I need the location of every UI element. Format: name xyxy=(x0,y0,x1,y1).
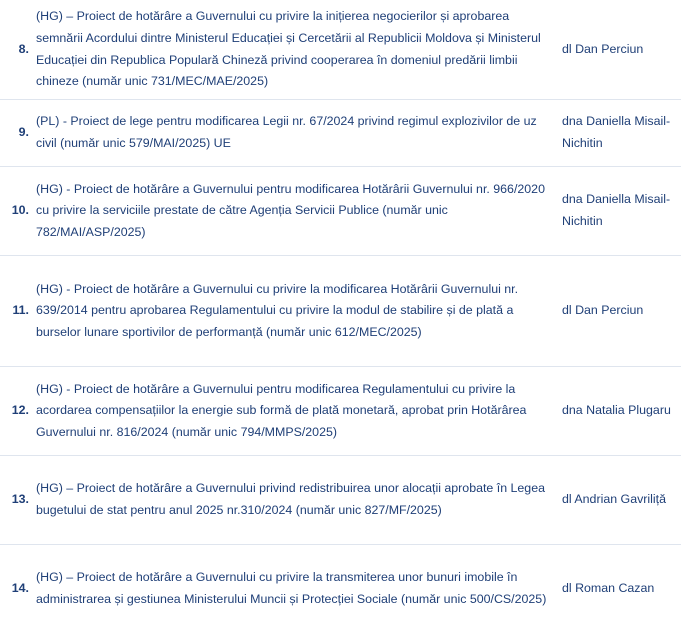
item-speaker: dna Daniella Misail-Nichitin xyxy=(556,167,681,256)
item-speaker: dna Daniella Misail-Nichitin xyxy=(556,100,681,167)
item-description: (HG) – Proiect de hotărâre a Guvernului cu privire la inițierea negocierilor și aprobarea semnării Acordului dintre Ministerul Educației și Cercetării al Republicii Moldova și Ministerul Educației din Republica Populară Chineză privind cooperarea în domeniul predării limbii chineze (număr unic 731/MEC/MAE/2025) xyxy=(36,0,556,100)
item-number: 8. xyxy=(0,0,36,100)
table-row xyxy=(0,100,681,167)
item-number: 9. xyxy=(0,100,36,167)
table-row xyxy=(0,456,681,545)
item-description: (HG) – Proiect de hotărâre a Guvernului cu privire la transmiterea unor bunuri imobile în administrarea și gestiunea Ministerului Muncii și Protecției Sociale (număr unic 500/CS/2025) xyxy=(36,545,556,633)
table-row xyxy=(0,256,681,367)
table-row xyxy=(0,167,681,256)
table-row xyxy=(0,545,681,633)
item-speaker: dl Dan Perciun xyxy=(556,256,681,367)
item-number: 11. xyxy=(0,256,36,367)
item-description: (HG) - Proiect de hotărâre a Guvernului pentru modificarea Hotărârii Guvernului nr. 966/2020 cu privire la serviciile prestate de către Agenția Servicii Publice (număr unic 782/MAI/ASP/2025) xyxy=(36,167,556,256)
item-description: (HG) – Proiect de hotărâre a Guvernului privind redistribuirea unor alocații aprobate în Legea bugetului de stat pentru anul 2025 nr.310/2024 (număr unic 827/MF/2025) xyxy=(36,456,556,545)
item-description: (HG) - Proiect de hotărâre a Guvernului pentru modificarea Regulamentului cu privire la acordarea compensațiilor la energie sub formă de plată monetară, aprobat prin Hotărârea Guvernului nr. 816/2024 (număr unic 794/MMPS/2025) xyxy=(36,367,556,456)
item-speaker: dl Dan Perciun xyxy=(556,0,681,100)
item-description: (HG) - Proiect de hotărâre a Guvernului cu privire la modificarea Hotărârii Guvernului nr. 639/2014 pentru aprobarea Regulamentului cu privire la modul de stabilire și de plată a burselor lunare sportivilor de performanță (număr unic 612/MEC/2025) xyxy=(36,256,556,367)
item-speaker: dl Andrian Gavriliță xyxy=(556,456,681,545)
item-number: 10. xyxy=(0,167,36,256)
item-speaker: dna Natalia Plugaru xyxy=(556,367,681,456)
table-row xyxy=(0,367,681,456)
item-number: 12. xyxy=(0,367,36,456)
table-row xyxy=(0,0,681,100)
item-number: 13. xyxy=(0,456,36,545)
item-number: 14. xyxy=(0,545,36,633)
item-speaker: dl Roman Cazan xyxy=(556,545,681,633)
item-description: (PL) - Proiect de lege pentru modificarea Legii nr. 67/2024 privind regimul explozivilor de uz civil (număr unic 579/MAI/2025) UE xyxy=(36,100,556,167)
